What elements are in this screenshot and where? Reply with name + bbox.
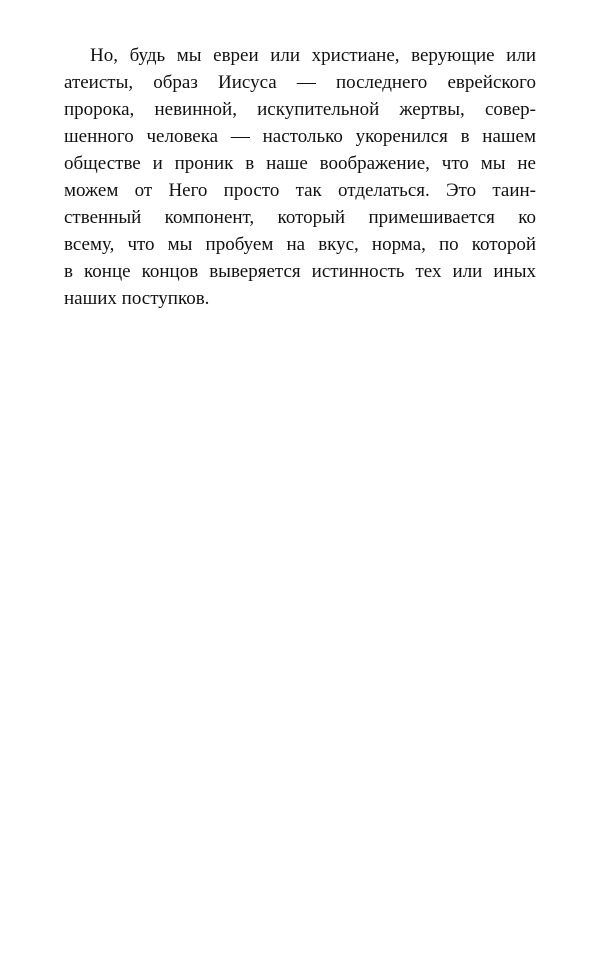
paragraph-line-3: пророка, невинной, искупительной жертвы, совер- [64, 99, 536, 120]
paragraph-line-7: ственный компонент, который примешивается ко [64, 207, 536, 228]
paragraph-line-8: всему, что мы пробуем на вкус, норма, по которой [64, 234, 536, 255]
paragraph-line-4: шенного человека — настолько укоренился в нашем [64, 126, 536, 147]
paragraph-line-10: наших поступков. [64, 288, 210, 309]
paragraph-line-2: атеисты, образ Иисуса — последнего еврейского [64, 72, 536, 93]
paragraph-line-6: можем от Него просто так отделаться. Это таин- [64, 180, 536, 201]
paragraph-line-1: Но, будь мы евреи или христиане, верующие или [90, 45, 536, 66]
paragraph-line-9: в конце концов выверяется истинность тех или иных [64, 261, 536, 282]
body-paragraph [64, 42, 536, 312]
paragraph-line-5: обществе и проник в наше воображение, что мы не [64, 153, 536, 174]
